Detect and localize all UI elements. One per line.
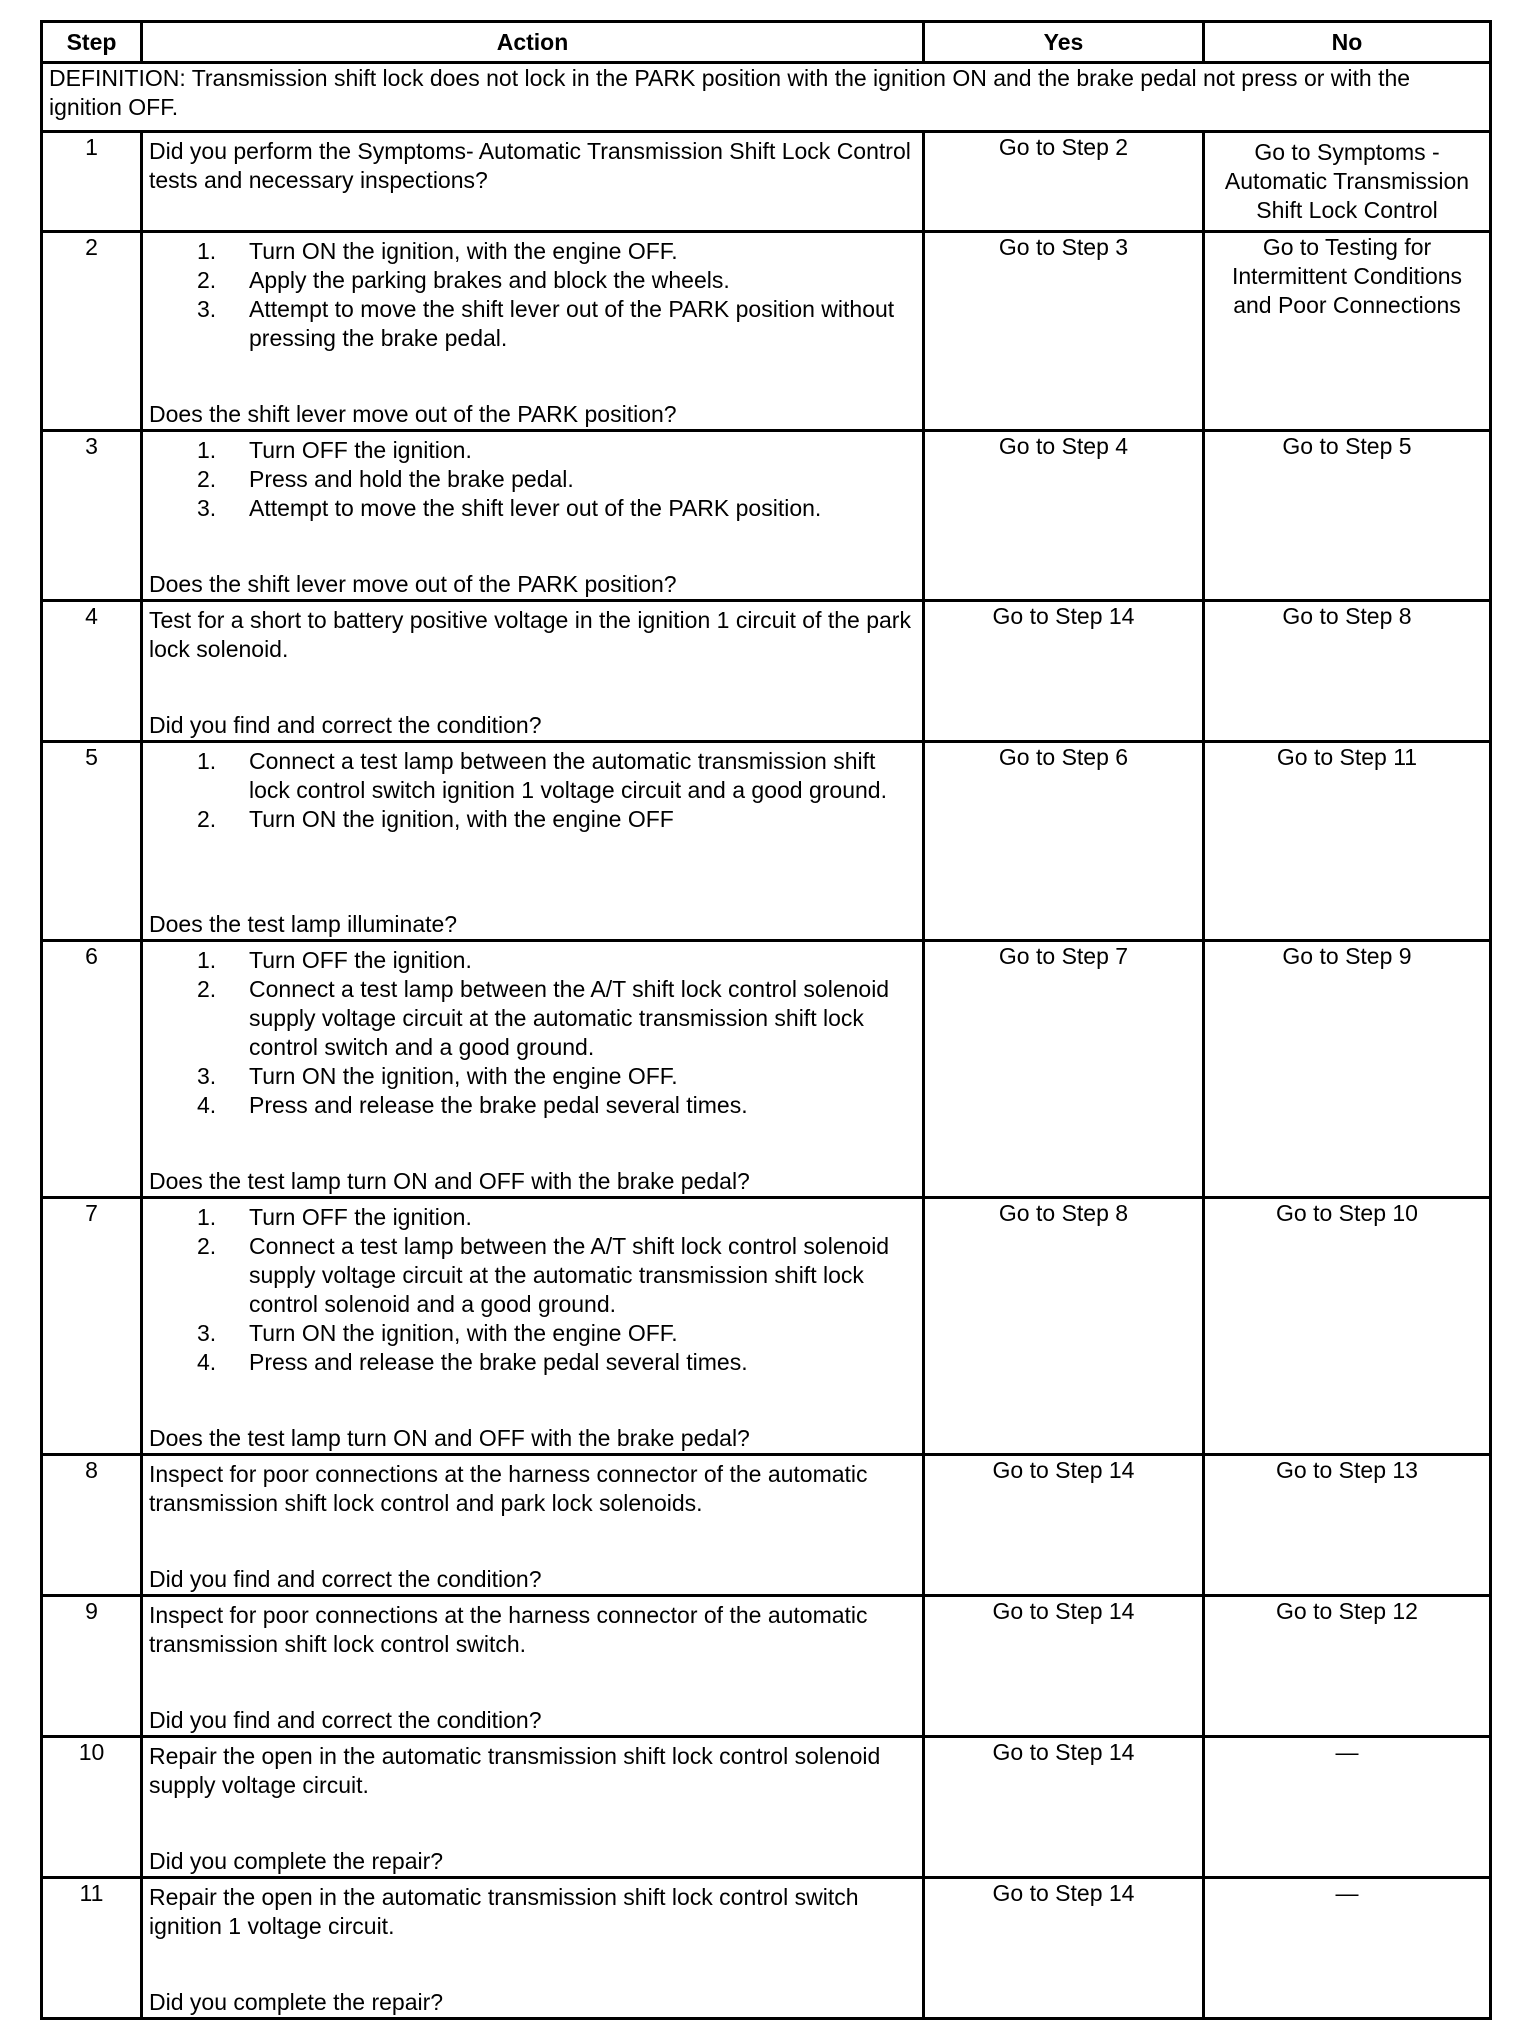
action-cell xyxy=(142,742,924,941)
header-no: No xyxy=(1204,22,1491,63)
step-number: 9 xyxy=(42,1596,142,1737)
action-text: Inspect for poor connections at the harness connector of the automatic transmission shift lock control switch. xyxy=(149,1602,868,1657)
action-question: Did you find and correct the condition? xyxy=(149,1566,542,1592)
no-result: — xyxy=(1204,1878,1491,2019)
action-text: Test for a short to battery positive voltage in the ignition 1 circuit of the park lock solenoid. xyxy=(149,607,911,662)
action-step: 1. Turn OFF the ignition. xyxy=(197,1204,472,1230)
action-step: 1. Turn OFF the ignition. xyxy=(197,437,472,463)
step-number: 5 xyxy=(42,742,142,941)
header-row xyxy=(42,22,1491,63)
action-cell xyxy=(142,1878,924,2019)
action-cell xyxy=(142,941,924,1198)
header-step: Step xyxy=(42,22,142,63)
step-number: 10 xyxy=(42,1737,142,1878)
action-steps xyxy=(149,747,916,834)
definition-row xyxy=(42,63,1491,132)
yes-result: Go to Step 2 xyxy=(924,132,1204,232)
action-step: 2. Apply the parking brakes and block the wheels. xyxy=(197,267,730,293)
yes-result: Go to Step 4 xyxy=(924,431,1204,601)
action-question: Does the test lamp turn ON and OFF with the brake pedal? xyxy=(149,1425,750,1451)
action-step: 2. Press and hold the brake pedal. xyxy=(197,466,574,492)
action-step: 3. Attempt to move the shift lever out of the PARK position. xyxy=(197,495,822,521)
no-result: Go to Symptoms - Automatic Transmission Shift Lock Control xyxy=(1204,132,1491,232)
action-text: Repair the open in the automatic transmission shift lock control switch ignition 1 voltage circuit. xyxy=(149,1884,859,1939)
action-question: Does the shift lever move out of the PARK position? xyxy=(149,571,677,597)
action-step: 4. Press and release the brake pedal several times. xyxy=(197,1092,748,1118)
step-number: 11 xyxy=(42,1878,142,2019)
table-row xyxy=(42,232,1491,431)
step-number: 7 xyxy=(42,1198,142,1455)
action-steps xyxy=(149,436,916,523)
action-cell xyxy=(142,132,924,232)
table-row xyxy=(42,431,1491,601)
yes-result: Go to Step 14 xyxy=(924,601,1204,742)
action-question: Does the test lamp illuminate? xyxy=(149,911,458,937)
action-step: 2. Turn ON the ignition, with the engine OFF xyxy=(197,806,674,832)
yes-result: Go to Step 3 xyxy=(924,232,1204,431)
action-step: 3. Turn ON the ignition, with the engine OFF. xyxy=(197,1320,678,1346)
table-row xyxy=(42,1596,1491,1737)
action-cell xyxy=(142,1596,924,1737)
yes-result: Go to Step 14 xyxy=(924,1596,1204,1737)
yes-result: Go to Step 7 xyxy=(924,941,1204,1198)
action-step: 2. Connect a test lamp between the A/T shift lock control solenoid supply voltage circuit at the automatic transmission shift lock control solenoid and a good ground. xyxy=(197,1233,890,1317)
action-cell xyxy=(142,431,924,601)
no-result: Go to Step 9 xyxy=(1204,941,1491,1198)
table-row xyxy=(42,742,1491,941)
table-row xyxy=(42,941,1491,1198)
action-step: 1. Turn OFF the ignition. xyxy=(197,947,472,973)
no-result: Go to Testing for Intermittent Conditions and Poor Connections xyxy=(1204,232,1491,431)
action-cell xyxy=(142,1455,924,1596)
no-result: Go to Step 10 xyxy=(1204,1198,1491,1455)
no-result: Go to Step 8 xyxy=(1204,601,1491,742)
action-text: Inspect for poor connections at the harness connector of the automatic transmission shift lock control and park lock solenoids. xyxy=(149,1461,868,1516)
no-result: Go to Step 5 xyxy=(1204,431,1491,601)
action-step: 1. Turn ON the ignition, with the engine OFF. xyxy=(197,238,678,264)
action-step: 2. Connect a test lamp between the A/T shift lock control solenoid supply voltage circuit at the automatic transmission shift lock control switch and a good ground. xyxy=(197,976,890,1060)
action-text: Did you perform the Symptoms- Automatic Transmission Shift Lock Control tests and necessary inspections? xyxy=(149,138,911,193)
table-row xyxy=(42,1198,1491,1455)
action-question: Did you complete the repair? xyxy=(149,1989,444,2015)
action-cell xyxy=(142,1198,924,1455)
action-step: 4. Press and release the brake pedal several times. xyxy=(197,1349,748,1375)
step-number: 1 xyxy=(42,132,142,232)
header-action: Action xyxy=(142,22,924,63)
table-row xyxy=(42,1737,1491,1878)
action-question: Did you find and correct the condition? xyxy=(149,1707,542,1733)
no-result: Go to Step 12 xyxy=(1204,1596,1491,1737)
step-number: 3 xyxy=(42,431,142,601)
no-result: — xyxy=(1204,1737,1491,1878)
action-cell xyxy=(142,232,924,431)
step-number: 6 xyxy=(42,941,142,1198)
step-number: 8 xyxy=(42,1455,142,1596)
yes-result: Go to Step 8 xyxy=(924,1198,1204,1455)
yes-result: Go to Step 14 xyxy=(924,1878,1204,2019)
table-row xyxy=(42,1878,1491,2019)
action-step: 3. Attempt to move the shift lever out of the PARK position without pressing the brake pedal. xyxy=(197,296,895,351)
action-steps xyxy=(149,1203,916,1377)
definition-text: DEFINITION: Transmission shift lock does not lock in the PARK position with the ignition ON and the brake pedal not press or with the ignition OFF. xyxy=(42,63,1491,132)
yes-result: Go to Step 6 xyxy=(924,742,1204,941)
action-question: Does the test lamp turn ON and OFF with the brake pedal? xyxy=(149,1168,750,1194)
diagnostic-table xyxy=(40,20,1492,2020)
action-steps xyxy=(149,946,916,1120)
action-question: Did you find and correct the condition? xyxy=(149,712,542,738)
table-row xyxy=(42,132,1491,232)
table-row xyxy=(42,601,1491,742)
no-result: Go to Step 13 xyxy=(1204,1455,1491,1596)
action-step: 1. Connect a test lamp between the automatic transmission shift lock control switch ignition 1 voltage circuit and a good ground. xyxy=(197,748,887,803)
yes-result: Go to Step 14 xyxy=(924,1455,1204,1596)
action-text: Repair the open in the automatic transmission shift lock control solenoid supply voltage circuit. xyxy=(149,1743,881,1798)
step-number: 4 xyxy=(42,601,142,742)
no-result: Go to Step 11 xyxy=(1204,742,1491,941)
action-step: 3. Turn ON the ignition, with the engine OFF. xyxy=(197,1063,678,1089)
action-question: Did you complete the repair? xyxy=(149,1848,444,1874)
action-question: Does the shift lever move out of the PARK position? xyxy=(149,401,677,427)
header-yes: Yes xyxy=(924,22,1204,63)
action-cell xyxy=(142,1737,924,1878)
action-cell xyxy=(142,601,924,742)
step-number: 2 xyxy=(42,232,142,431)
action-steps xyxy=(149,237,916,353)
yes-result: Go to Step 14 xyxy=(924,1737,1204,1878)
table-row xyxy=(42,1455,1491,1596)
